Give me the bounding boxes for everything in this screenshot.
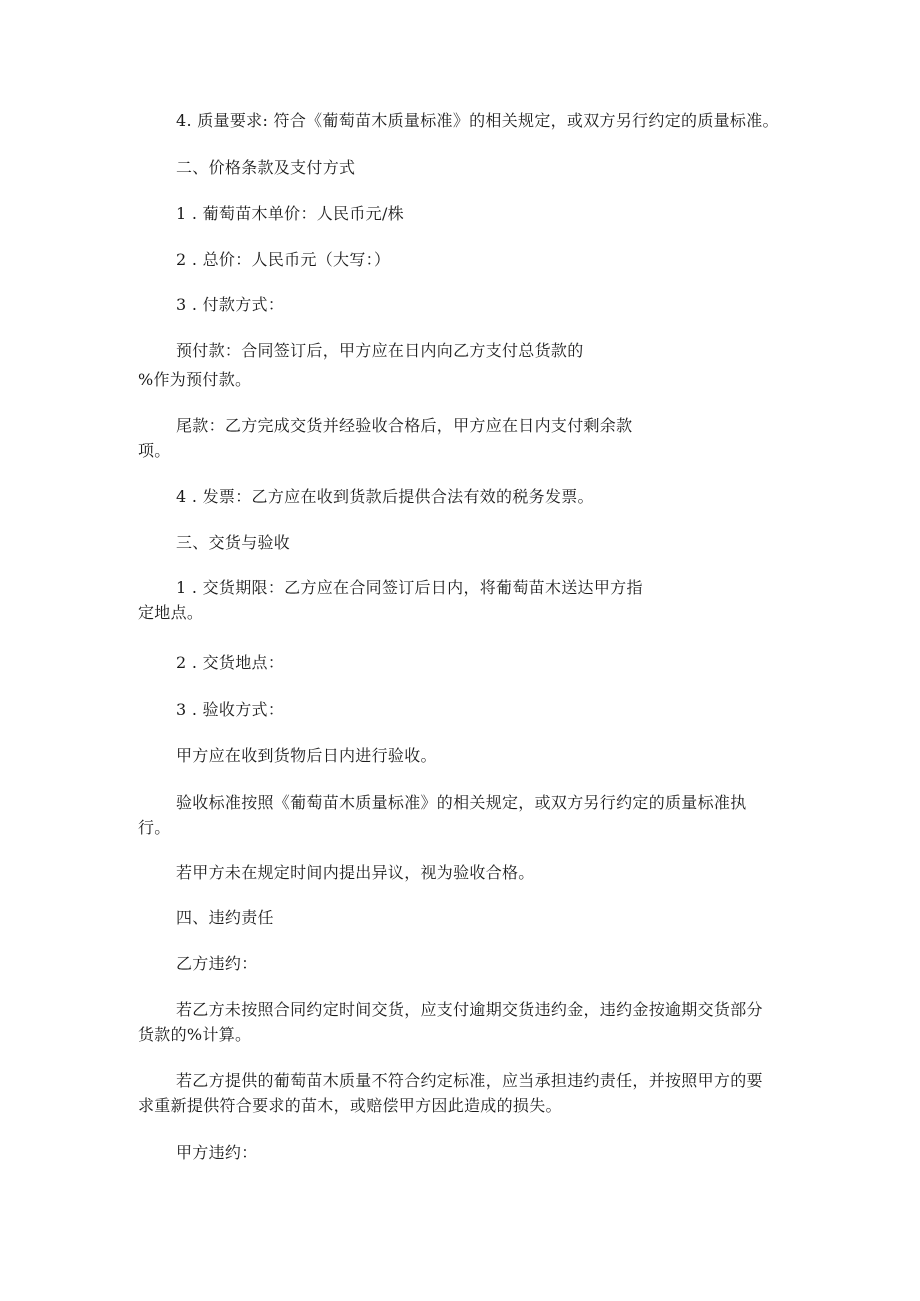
inspection-method-line: 3 . 验收方式： (176, 700, 285, 719)
late-delivery-line-cont: 货款的%计算。 (138, 1025, 252, 1044)
unit-price-line: 1 . 葡萄苗木单价：人民币元/株 (176, 204, 404, 223)
final-payment-line: 尾款：乙方完成交货并经验收合格后，甲方应在日内支付剩余款 (176, 416, 633, 435)
quality-breach-line-cont: 求重新提供符合要求的苗木，或赔偿甲方因此造成的损失。 (138, 1096, 562, 1115)
party-a-breach-heading: 甲方违约： (176, 1143, 258, 1162)
inspection-period-line: 甲方应在收到货物后日内进行验收。 (176, 746, 437, 765)
payment-method-line: 3 . 付款方式： (176, 295, 285, 314)
prepayment-line-cont: %作为预付款。 (138, 370, 252, 389)
final-payment-line-cont: 项。 (138, 441, 171, 460)
invoice-line: 4 . 发票：乙方应在收到货款后提供合法有效的税务发票。 (176, 487, 594, 506)
section-heading-price: 二、价格条款及支付方式 (176, 158, 356, 177)
delivery-location-line: 2 . 交货地点： (176, 653, 285, 672)
delivery-deadline-line-cont: 定地点。 (138, 603, 204, 622)
section-heading-delivery: 三、交货与验收 (176, 533, 291, 552)
party-b-breach-heading: 乙方违约： (176, 954, 258, 973)
delivery-deadline-line: 1 . 交货期限：乙方应在合同签订后日内，将葡萄苗木送达甲方指 (176, 578, 643, 597)
inspection-standard-line-cont: 行。 (138, 818, 171, 837)
quality-breach-line: 若乙方提供的葡萄苗木质量不符合约定标准，应当承担违约责任，并按照甲方的要 (176, 1071, 763, 1090)
inspection-standard-line: 验收标准按照《葡萄苗木质量标准》的相关规定，或双方另行约定的质量标准执 (176, 793, 747, 812)
prepayment-line: 预付款：合同签订后，甲方应在日内向乙方支付总货款的 (176, 341, 584, 360)
late-delivery-line: 若乙方未按照合同约定时间交货，应支付逾期交货违约金，违约金按逾期交货部分 (176, 1000, 763, 1019)
section-heading-liability: 四、违约责任 (176, 908, 274, 927)
total-price-line: 2 . 总价：人民币元（大写：） (176, 250, 391, 269)
objection-line: 若甲方未在规定时间内提出异议，视为验收合格。 (176, 863, 535, 882)
quality-requirement-line: 4. 质量要求: 符合《葡萄苗木质量标准》的相关规定，或双方另行约定的质量标准。 (176, 111, 779, 130)
